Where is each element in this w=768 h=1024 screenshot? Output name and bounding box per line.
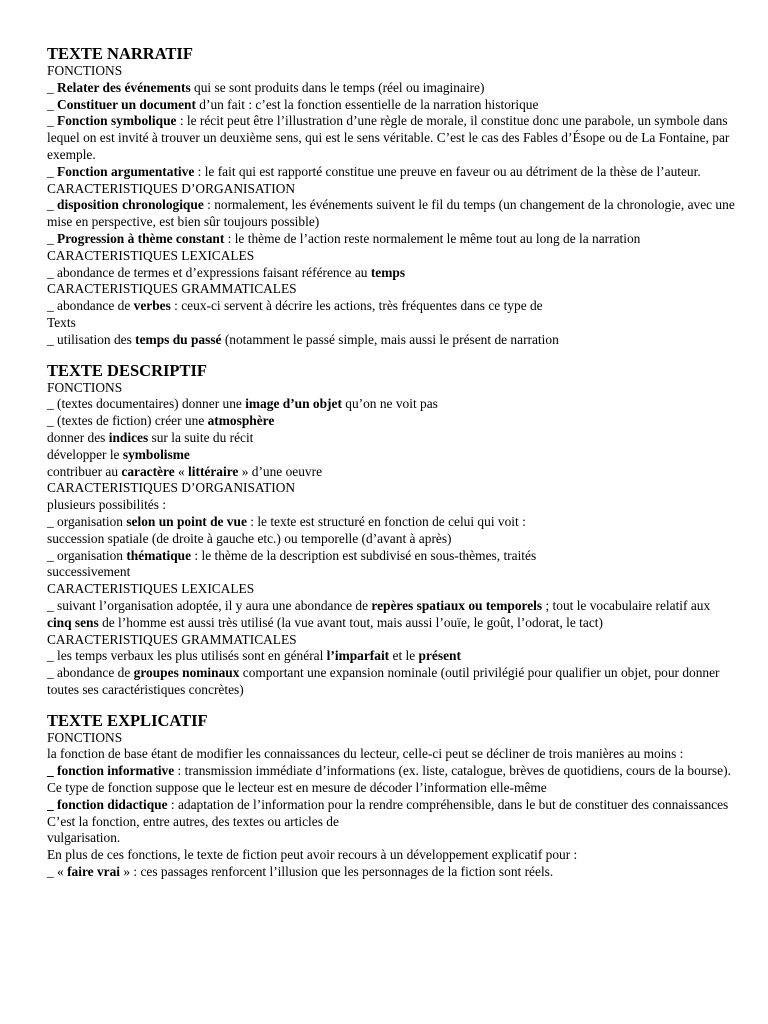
- text-run: _: [47, 113, 58, 129]
- text-run: qu’on ne voit pas: [341, 396, 438, 412]
- bold-run: faire vrai: [67, 864, 121, 880]
- text-run: plusieurs possibilités :: [47, 497, 167, 513]
- text-line: [47, 80, 738, 97]
- text-line: [47, 531, 738, 548]
- text-run: FONCTIONS: [47, 379, 123, 395]
- text-run: CARACTERISTIQUES GRAMMATICALES: [47, 631, 297, 647]
- text-line: [47, 265, 738, 282]
- text-run: _ organisation: [47, 547, 127, 563]
- bold-run: caractère: [121, 463, 175, 479]
- text-run: contribuer au: [47, 463, 122, 479]
- text-line: [47, 447, 738, 464]
- bold-run: littéraire: [188, 463, 239, 479]
- bold-run: indices: [108, 429, 149, 445]
- text-run: _ utilisation des: [47, 331, 136, 347]
- text-run: et le: [389, 648, 419, 664]
- text-run: vulgarisation.: [47, 830, 121, 846]
- text-run: : adaptation de l’information pour la rendre compréhensible, dans le but de constituer des connaissances C’est la fonction, entre autres, des textes ou articles de: [47, 796, 729, 829]
- text-line: [47, 413, 738, 430]
- text-run: _ organisation: [47, 513, 127, 529]
- text-run: ; tout le vocabulaire relatif aux: [542, 597, 711, 613]
- text-run: _ les temps verbaux les plus utilisés sont en général: [47, 648, 327, 664]
- text-line: [47, 231, 738, 248]
- text-line: [47, 581, 738, 598]
- text-line: [47, 164, 738, 181]
- bold-run: groupes nominaux: [133, 665, 240, 681]
- text-run: : ceux-ci servent à décrire les actions, très fréquentes dans ce type de: [170, 298, 543, 314]
- bold-run: thématique: [126, 547, 192, 563]
- text-line: [47, 548, 738, 565]
- text-run: CARACTERISTIQUES D’ORGANISATION: [47, 180, 296, 196]
- text-run: CARACTERISTIQUES LEXICALES: [47, 247, 255, 263]
- bold-run: image d’un objet: [245, 396, 342, 412]
- text-run: CARACTERISTIQUES GRAMMATICALES: [47, 281, 297, 297]
- text-run: développer le: [47, 446, 123, 462]
- text-run: la fonction de base étant de modifier les connaissances du lecteur, celle-ci peut se décliner de trois manières au moins :: [47, 746, 684, 762]
- text-line: [47, 248, 738, 265]
- text-line: [47, 665, 738, 699]
- bold-run: _ fonction didactique: [47, 796, 168, 812]
- bold-run: repères spatiaux ou temporels: [371, 597, 543, 613]
- text-line: [47, 332, 738, 349]
- text-run: _ «: [47, 864, 68, 880]
- bold-run: _ fonction informative: [47, 763, 175, 779]
- bold-run: temps: [370, 264, 406, 280]
- text-run: (notamment le passé simple, mais aussi le présent de narration: [221, 331, 559, 347]
- text-line: [47, 864, 738, 881]
- text-line: [47, 63, 738, 80]
- text-line: [47, 380, 738, 397]
- text-run: FONCTIONS: [47, 63, 123, 78]
- text-run: succession spatiale (de droite à gauche etc.) ou temporelle (d’avant à après): [47, 530, 452, 546]
- text-line: [47, 730, 738, 747]
- text-line: [47, 113, 738, 163]
- text-run: _: [47, 230, 58, 246]
- text-line: [47, 830, 738, 847]
- text-run: «: [174, 463, 189, 479]
- bold-run: atmosphère: [207, 413, 275, 429]
- text-line: [47, 497, 738, 514]
- text-line: [47, 514, 738, 531]
- text-run: : le fait qui est rapporté constitue une preuve en faveur ou au détriment de la thèse de l’auteur.: [194, 163, 701, 179]
- text-run: CARACTERISTIQUES D’ORGANISATION: [47, 480, 296, 496]
- text-run: _ (textes de fiction) créer une: [47, 413, 208, 429]
- text-line: [47, 298, 738, 315]
- text-run: FONCTIONS: [47, 729, 123, 745]
- text-run: _ abondance de termes et d’expressions faisant référence au: [47, 264, 371, 280]
- text-run: _ abondance de: [47, 298, 134, 314]
- text-line: [47, 746, 738, 763]
- text-run: _ (textes documentaires) donner une: [47, 396, 246, 412]
- text-line: [47, 97, 738, 114]
- bold-run: temps du passé: [135, 331, 222, 347]
- text-line: [47, 648, 738, 665]
- bold-run: selon un point de vue: [126, 513, 247, 529]
- text-run: donner des: [47, 429, 109, 445]
- text-run: _ suivant l’organisation adoptée, il y aura une abondance de: [47, 597, 372, 613]
- text-run: d’un fait : c’est la fonction essentielle de la narration historique: [195, 96, 539, 112]
- section-title: TEXTE NARRATIF: [47, 44, 193, 63]
- text-run: : transmission immédiate d’informations (ex. liste, catalogue, brèves de quotidiens, cours de la bourse). Ce type de fonction suppose que le lecteur est en mesure de décoder l’information elle-même: [47, 763, 731, 796]
- bold-run: cinq sens: [47, 614, 99, 630]
- bold-run: l’imparfait: [326, 648, 390, 664]
- text-run: : le thème de la description est subdivisé en sous-thèmes, traités: [191, 547, 537, 563]
- text-line: [47, 315, 738, 332]
- text-run: successivement: [47, 564, 131, 580]
- text-run: En plus de ces fonctions, le texte de fiction peut avoir recours à un développement explicatif pour :: [47, 847, 578, 863]
- text-line: [47, 564, 738, 581]
- text-run: : le récit peut être l’illustration d’une règle de morale, il constitue donc une parabole, un symbole dans lequel on est invité à trouver un deuxième sens, qui est le sens véritable. C’est le cas des Fables d’Ésope ou de La Fontaine, par exemple.: [47, 113, 730, 162]
- text-run: qui se sont produits dans le temps (réel ou imaginaire): [190, 79, 485, 95]
- text-run: _: [47, 79, 58, 95]
- section: [47, 711, 738, 881]
- text-run: : normalement, les événements suivent le fil du temps (un changement de la chronologie, avec une mise en perspective, est bien sûr toujours possible): [47, 197, 735, 230]
- text-line: [47, 847, 738, 864]
- text-run: : le thème de l’action reste normalement le même tout au long de la narration: [224, 230, 641, 246]
- text-line: [47, 197, 738, 231]
- section: [47, 361, 738, 699]
- text-line: [47, 464, 738, 481]
- bold-run: symbolisme: [122, 446, 190, 462]
- section: [47, 44, 738, 349]
- bold-run: Progression à thème constant: [57, 230, 225, 246]
- bold-run: disposition chronologique: [57, 197, 204, 213]
- bold-run: verbes: [133, 298, 171, 314]
- text-line: [47, 181, 738, 198]
- text-line: [47, 480, 738, 497]
- bold-run: Constituer un document: [57, 96, 196, 112]
- bold-run: Relater des événements: [57, 79, 191, 95]
- text-run: » : ces passages renforcent l’illusion que les personnages de la fiction sont réels.: [120, 864, 554, 880]
- text-run: : le texte est structuré en fonction de celui qui voit :: [246, 513, 526, 529]
- text-run: sur la suite du récit: [148, 429, 254, 445]
- bold-run: présent: [418, 648, 461, 664]
- text-run: CARACTERISTIQUES LEXICALES: [47, 581, 255, 597]
- text-run: » d’une oeuvre: [238, 463, 323, 479]
- text-run: _ abondance de: [47, 665, 134, 681]
- section-title: TEXTE EXPLICATIF: [47, 710, 208, 730]
- text-run: Texts: [47, 314, 76, 330]
- text-line: [47, 396, 738, 413]
- section-title: TEXTE DESCRIPTIF: [47, 360, 207, 380]
- bold-run: Fonction symbolique: [57, 113, 177, 129]
- text-line: [47, 281, 738, 298]
- text-run: comportant une expansion nominale (outil privilégié pour qualifier un objet, pour donner toutes ses caractéristiques concrètes): [47, 665, 720, 697]
- text-line: [47, 763, 738, 797]
- text-line: [47, 430, 738, 447]
- text-line: [47, 598, 738, 632]
- text-run: de l’homme est aussi très utilisé (la vue avant tout, mais aussi l’ouïe, le goût, l’odorat, le tact): [98, 614, 603, 630]
- text-run: _: [47, 197, 58, 213]
- text-run: _: [47, 96, 58, 112]
- text-line: [47, 797, 738, 831]
- text-line: [47, 632, 738, 649]
- bold-run: Fonction argumentative: [57, 163, 195, 179]
- text-run: _: [47, 163, 58, 179]
